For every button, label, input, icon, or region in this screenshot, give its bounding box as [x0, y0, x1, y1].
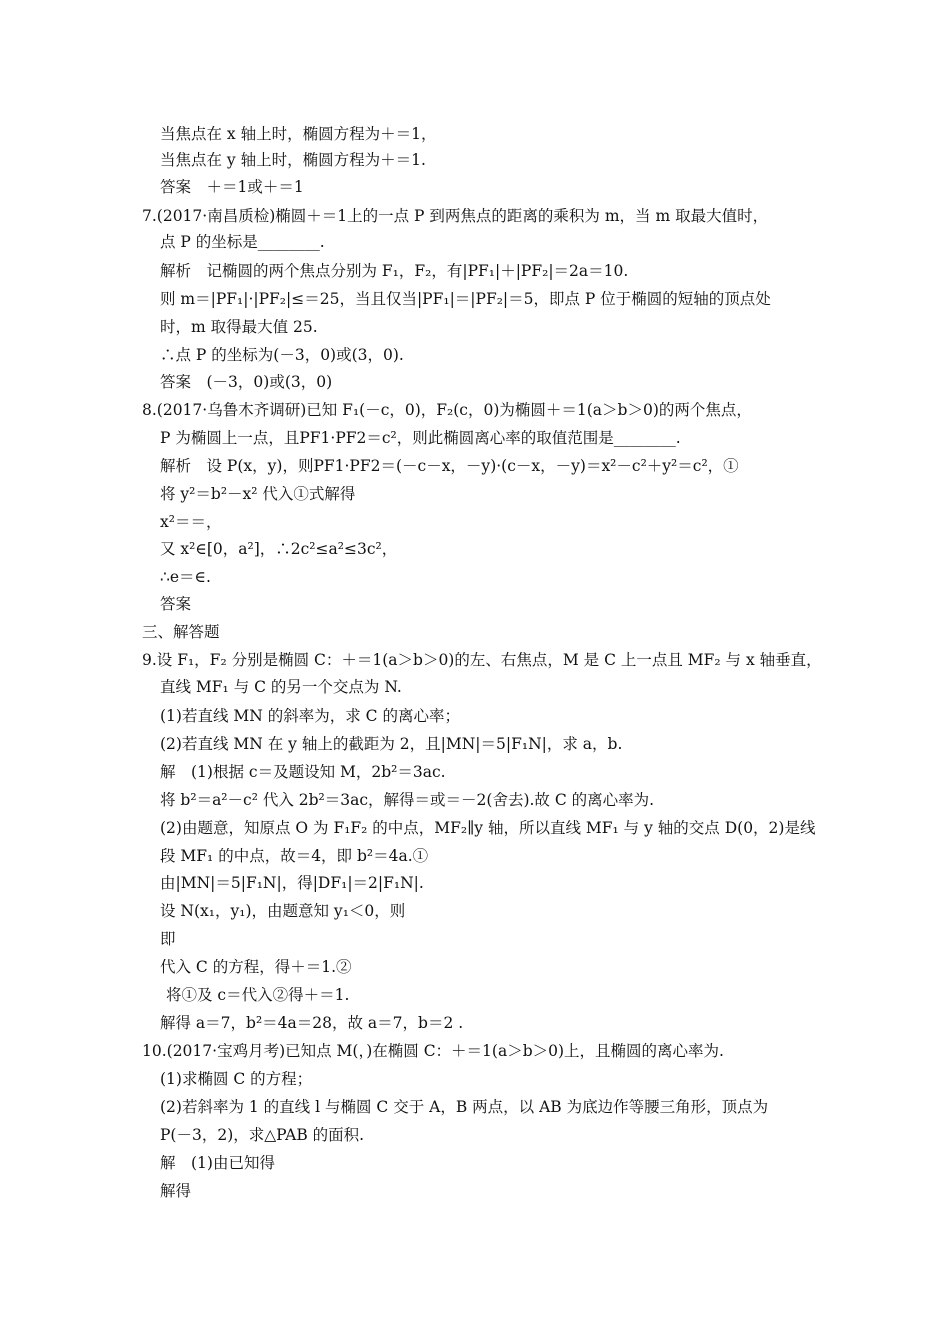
text-line: (1)若直线 MN 的斜率为，求 C 的离心率；	[160, 707, 460, 725]
text-line: 代入 C 的方程，得＋＝1.②	[160, 958, 352, 976]
text-line: 点 P 的坐标是________.	[160, 233, 325, 251]
text-line: 则 m＝|PF₁|·|PF₂|≤＝25，当且仅当|PF₁|＝|PF₂|＝5，即点 P 位于椭圆的短轴的顶点处	[160, 290, 771, 308]
text-line: 即	[160, 930, 176, 948]
text-line: 设 N(x₁，y₁)，由题意知 y₁＜0，则	[160, 902, 406, 920]
analysis-line: 解析 设 P(x，y)，则PF1·PF2＝(－c－x，－y)·(c－x，－y)＝x²－c²＋y²＝c²，①	[160, 457, 739, 475]
text-line: 当焦点在 x 轴上时，椭圆方程为＋＝1，	[160, 125, 437, 143]
solution-line: 解 (1)由已知得	[160, 1154, 275, 1172]
text-line: 直线 MF₁ 与 C 的另一个交点为 N.	[160, 678, 402, 696]
problem-7-line: 7.(2017·南昌质检)椭圆＋＝1上的一点 P 到两焦点的距离的乘积为 m，当 m 取最大值时，	[142, 207, 769, 225]
text-line: 当焦点在 y 轴上时，椭圆方程为＋＝1.	[160, 151, 426, 169]
text-line: 将①及 c＝代入②得＋＝1.	[166, 986, 350, 1004]
text-line: ∴点 P 的坐标为(－3，0)或(3，0).	[160, 346, 404, 364]
problem-10-line: 10.(2017·宝鸡月考)已知点 M(，)在椭圆 C：＋＝1(a＞b＞0)上，且椭圆的离心率为.	[142, 1042, 724, 1060]
text-line: (1)求椭圆 C 的方程；	[160, 1070, 313, 1088]
text-line: 解得 a＝7，b²＝4a＝28，故 a＝7，b＝2 .	[160, 1014, 464, 1032]
analysis-line: 解析 记椭圆的两个焦点分别为 F₁，F₂，有|PF₁|＋|PF₂|＝2a＝10.	[160, 262, 629, 280]
text-line: 解得	[160, 1182, 192, 1200]
text-line: 段 MF₁ 的中点，故＝4，即 b²＝4a.①	[160, 847, 429, 865]
text-line: x²＝＝，	[160, 513, 222, 531]
text-line: 又 x²∈[0，a²]，∴2c²≤a²≤3c²，	[160, 540, 398, 558]
answer-line: 答案 (－3，0)或(3，0)	[160, 373, 333, 391]
text-line: (2)若直线 MN 在 y 轴上的截距为 2，且|MN|＝5|F₁N|，求 a，b.	[160, 735, 623, 753]
text-line: 由|MN|＝5|F₁N|，得|DF₁|＝2|F₁N|.	[160, 874, 424, 892]
answer-line: 答案	[160, 595, 192, 613]
problem-9-line: 9.设 F₁，F₂ 分别是椭圆 C：＋＝1(a＞b＞0)的左、右焦点，M 是 C 上一点且 MF₂ 与 x 轴垂直，	[142, 651, 822, 669]
section-heading: 三、解答题	[142, 623, 220, 641]
text-line: P 为椭圆上一点，且PF1·PF2＝c²，则此椭圆离心率的取值范围是________.	[160, 429, 681, 447]
problem-8-line: 8.(2017·乌鲁木齐调研)已知 F₁(－c，0)，F₂(c，0)为椭圆＋＝1(a＞b＞0)的两个焦点，	[142, 401, 752, 419]
text-line: (2)由题意，知原点 O 为 F₁F₂ 的中点，MF₂∥y 轴，所以直线 MF₁ 与 y 轴的交点 D(0，2)是线	[160, 819, 816, 837]
text-line: 时，m 取得最大值 25.	[160, 318, 318, 336]
text-line: ∴e＝∈.	[160, 568, 211, 586]
solution-line: 解 (1)根据 c＝及题设知 M，2b²＝3ac.	[160, 763, 446, 781]
answer-line: 答案 ＋＝1或＋＝1	[160, 178, 304, 196]
text-line: 将 y²＝b²－x² 代入①式解得	[160, 485, 356, 503]
text-line: 将 b²＝a²－c² 代入 2b²＝3ac，解得＝或＝－2(舍去).故 C 的离心率为.	[160, 791, 655, 809]
text-line: (2)若斜率为 1 的直线 l 与椭圆 C 交于 A，B 两点，以 AB 为底边作等腰三角形，顶点为	[160, 1098, 769, 1116]
text-line: P(－3，2)，求△PAB 的面积.	[160, 1126, 365, 1144]
